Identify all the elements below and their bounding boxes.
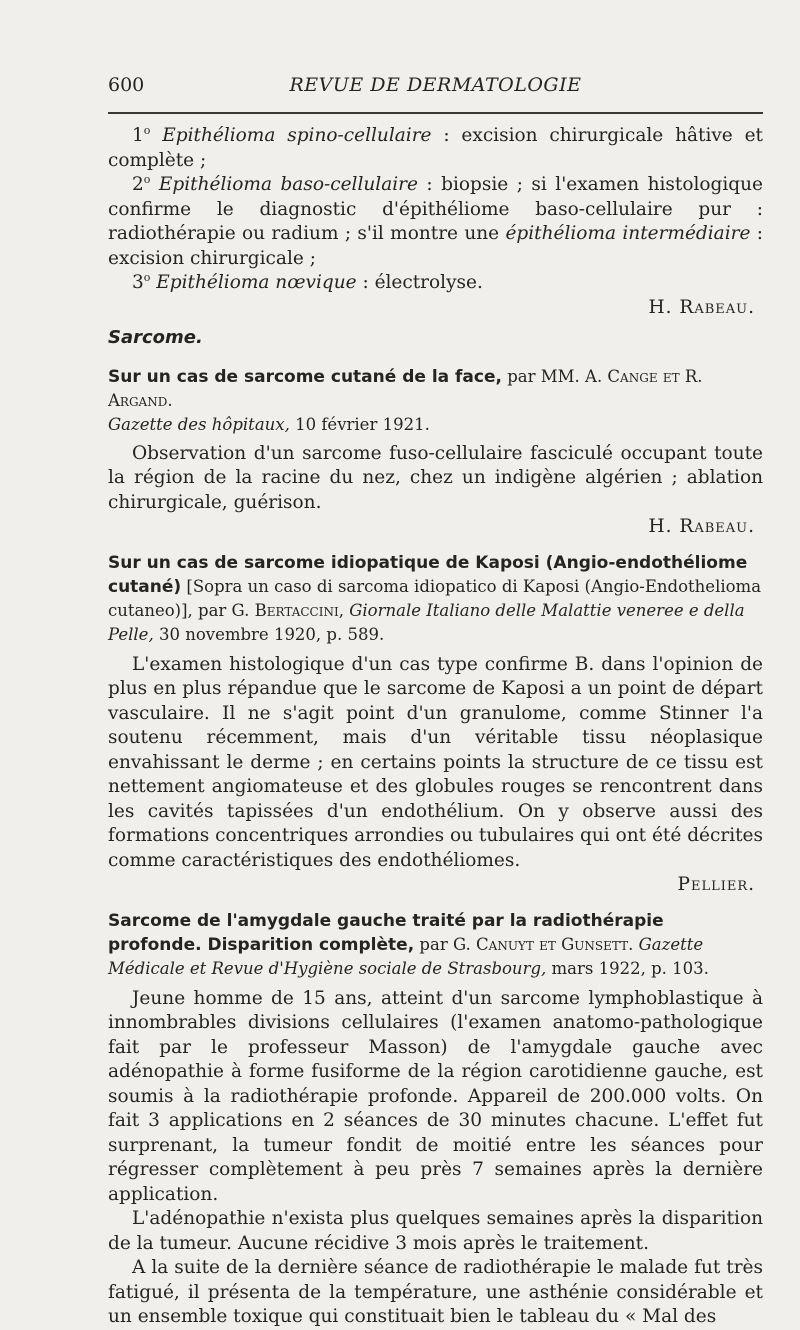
signature: H. Rabeau. xyxy=(648,516,755,537)
section-title: Sarcome. xyxy=(108,327,203,348)
signature: Pellier. xyxy=(677,874,755,895)
page-body xyxy=(108,124,763,1330)
article-body: Jeune homme de 15 ans, atteint d'un sarcome lymphoblastique à innombrables divisions cellulaires (l'examen anatomo-pathologique fait par le professeur Masson) de l'amygdale gauche avec adénopathie à forme fusiforme de la région carotidienne gauche, est soumis à la radiothérapie profonde. Appareil de 200.000 volts. On fait 3 applications en 2 séances de 30 minutes chacune. L'effet fut surprenant, la tumeur fondit de moitié entre les séances pour régresser complètement à peu près 7 semaines après la dernière application. xyxy=(108,987,763,1205)
article-heading: Sarcome de l'amygdale gauche traité par la radiothérapie profonde. Disparition complète, par G. Canuyt et Gunsett. Gazette Médicale et Revue d'Hygiène sociale de Strasbourg, mars 1922, p. 103. xyxy=(108,910,709,978)
article-body: L'adénopathie n'exista plus quelques semaines après la disparition de la tumeur. Aucune récidive 3 mois après le traitement. xyxy=(108,1208,763,1254)
article-body: A la suite de la dernière séance de radiothérapie le malade fut très fatigué, il présenta de la température, une asthénie considérable et un ensemble toxique qui constituait bien le tableau du « Mal des xyxy=(108,1257,763,1327)
article-heading: Sur un cas de sarcome cutané de la face, par MM. A. Cange et R. Argand. xyxy=(108,366,703,410)
article-body: L'examen histologique d'un cas type confirme B. dans l'opinion de plus en plus répandue que le sarcome de Kaposi a un point de départ vasculaire. Il ne s'agit point d'un granulome, comme Stinner l'a soutenu récemment, mais d'un véritable tissu néoplasique envahissant le derme ; en certains points la structure de ce tissu est nettement angiomateuse et des globules rouges se rencontrent dans les cavités tapissées d'un endothélium. On y observe aussi des formations concentriques arrondies ou tubulaires qui ont été décrites comme caractéristiques des endothéliomes. xyxy=(108,653,763,871)
article-body: Observation d'un sarcome fuso-cellulaire fasciculé occupant toute la région de la racine du nez, chez un indigène algérien ; ablation chirurgicale, guérison. xyxy=(108,442,763,513)
article-heading: Sur un cas de sarcome idiopatique de Kaposi (Angio-endothéliome cutané) [Sopra un caso di sarcoma idiopatico di Kaposi (Angio-Endothelioma cutaneo)], par G. Bertaccini, Giornale Italiano delle Malattie veneree e della Pelle, 30 novembre 1920, p. 589. xyxy=(108,552,762,644)
article-reference: Gazette des hôpitaux, 10 février 1921. xyxy=(108,414,430,434)
signature: H. Rabeau. xyxy=(648,296,755,318)
header-rule xyxy=(108,112,763,114)
treatment-item-3: 3$^o$ Epithélioma nœvique : électrolyse. xyxy=(132,270,483,293)
page-number: 600 xyxy=(108,74,145,96)
page-header xyxy=(108,74,763,102)
running-title: REVUE DE DERMATOLOGIE xyxy=(289,74,582,96)
treatment-item-1: 1$^o$ Epithélioma spino-cellulaire : excision chirurgicale hâtive et complète ; xyxy=(108,123,763,171)
treatment-item-2: 2$^o$ Epithélioma baso-cellulaire : biopsie ; si l'examen histologique confirme le diagnostic d'épithéliome baso-cellulaire pur : radiothérapie ou radium ; s'il montre une épithélioma intermédiaire : excision chirurgicale ; xyxy=(108,172,764,269)
